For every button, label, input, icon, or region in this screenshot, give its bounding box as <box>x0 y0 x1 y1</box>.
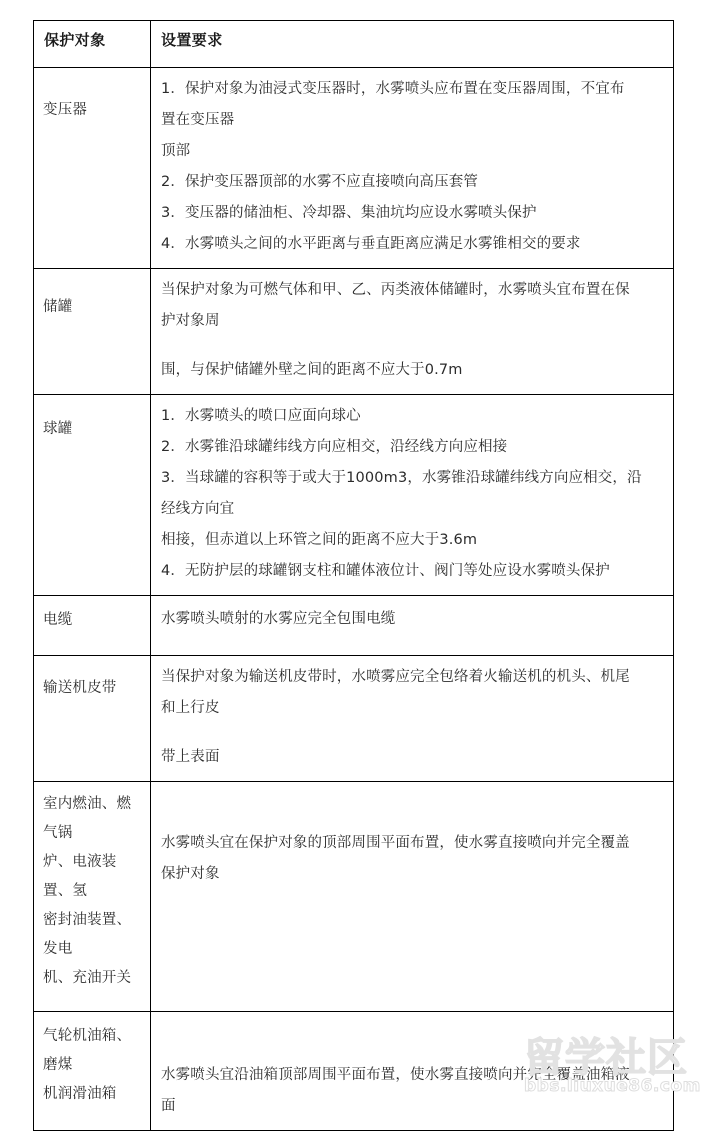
cell-requirement <box>151 782 674 1012</box>
table-row <box>34 596 674 656</box>
table-row <box>34 269 674 395</box>
requirement-line: 保护对象 <box>161 866 220 882</box>
requirement-text <box>151 656 673 781</box>
table-row <box>34 782 674 1012</box>
requirement-line: 水雾喷头喷射的水雾应完全包围电缆 <box>161 611 396 627</box>
protection-object-label: 室内燃油、燃气锅 炉、电液装置、氢 密封油装置、发电 机、充油开关 <box>43 796 132 986</box>
cell-protection-object <box>34 782 151 1012</box>
protection-object-label: 球罐 <box>43 421 73 437</box>
cell-protection-object <box>34 656 151 782</box>
requirement-line: 面 <box>161 1098 176 1114</box>
watermark-chinese-text: 留学社区 <box>524 1035 688 1081</box>
cell-requirement <box>151 395 674 596</box>
requirement-line: 1．保护对象为油浸式变压器时，水雾喷头应布置在变压器周围，不宜布 <box>161 81 625 97</box>
table-row <box>34 395 674 596</box>
requirement-line: 和上行皮 <box>161 700 220 716</box>
protection-object-label: 电缆 <box>43 612 73 628</box>
cell-requirement <box>151 656 674 782</box>
protection-object-label: 气轮机油箱、磨煤 机润滑油箱 <box>43 1028 132 1102</box>
cell-protection-object <box>34 395 151 596</box>
requirement-line: 相接，但赤道以上环管之间的距离不应大于3.6m <box>161 532 478 548</box>
cell-protection-object <box>34 1012 151 1131</box>
requirement-text <box>151 1012 673 1130</box>
table-row <box>34 1012 674 1131</box>
requirement-line: 当保护对象为输送机皮带时，水喷雾应完全包络着火输送机的机头、机尾 <box>161 669 630 685</box>
protection-object-label: 输送机皮带 <box>43 680 117 696</box>
requirement-line: 4．水雾喷头之间的水平距离与垂直距离应满足水雾锥相交的要求 <box>161 236 581 252</box>
cell-requirement <box>151 1012 674 1131</box>
requirement-line: 2．水雾锥沿球罐纬线方向应相交，沿经线方向应相接 <box>161 439 508 455</box>
requirement-line: 3．当球罐的容积等于或大于1000m3，水雾锥沿球罐纬线方向应相交，沿 <box>161 470 642 486</box>
table-row <box>34 656 674 782</box>
requirement-line: 2．保护变压器顶部的水雾不应直接喷向高压套管 <box>161 174 479 190</box>
requirement-line: 1．水雾喷头的喷口应面向球心 <box>161 408 361 424</box>
protection-object-label: 变压器 <box>43 102 88 118</box>
requirement-line: 置在变压器 <box>161 112 235 128</box>
cell-requirement <box>151 596 674 656</box>
requirement-text <box>151 596 673 643</box>
requirement-line: 4．无防护层的球罐钢支柱和罐体液位计、阀门等处应设水雾喷头保护 <box>161 563 610 579</box>
protection-requirements-table <box>33 20 674 1131</box>
table-row <box>34 68 674 269</box>
table-header-row <box>34 21 674 68</box>
cell-protection-object <box>34 269 151 395</box>
requirement-line: 经线方向宜 <box>161 501 235 517</box>
requirement-line: 水雾喷头宜在保护对象的顶部周围平面布置，使水雾直接喷向并完全覆盖 <box>161 835 630 851</box>
requirement-text <box>151 68 673 268</box>
requirement-text <box>151 782 673 898</box>
cell-protection-object <box>34 68 151 269</box>
requirement-line: 带上表面 <box>161 749 220 765</box>
requirement-line: 围，与保护储罐外壁之间的距离不应大于0.7m <box>161 362 463 378</box>
cell-requirement <box>151 269 674 395</box>
requirement-line: 当保护对象为可燃气体和甲、乙、丙类液体储罐时，水雾喷头宜布置在保 <box>161 282 630 298</box>
requirement-text <box>151 269 673 394</box>
requirement-line: 顶部 <box>161 143 191 159</box>
column-header-setting-requirement: 设置要求 <box>161 31 223 49</box>
protection-object-label: 储罐 <box>43 299 73 315</box>
requirement-line: 3．变压器的储油柜、冷却器、集油坑均应设水雾喷头保护 <box>161 205 537 221</box>
table-header-cell-requirement <box>151 21 674 68</box>
cell-protection-object <box>34 596 151 656</box>
table-header-cell-object <box>34 21 151 68</box>
column-header-protection-object: 保护对象 <box>44 31 106 49</box>
requirement-line: 水雾喷头宜沿油箱顶部周围平面布置，使水雾直接喷向并完全覆盖油箱液 <box>161 1067 630 1083</box>
watermark-url-text: bbs.liuxue86.com <box>524 1076 701 1096</box>
requirement-text <box>151 395 673 595</box>
requirement-line: 护对象周 <box>161 313 220 329</box>
cell-requirement <box>151 68 674 269</box>
